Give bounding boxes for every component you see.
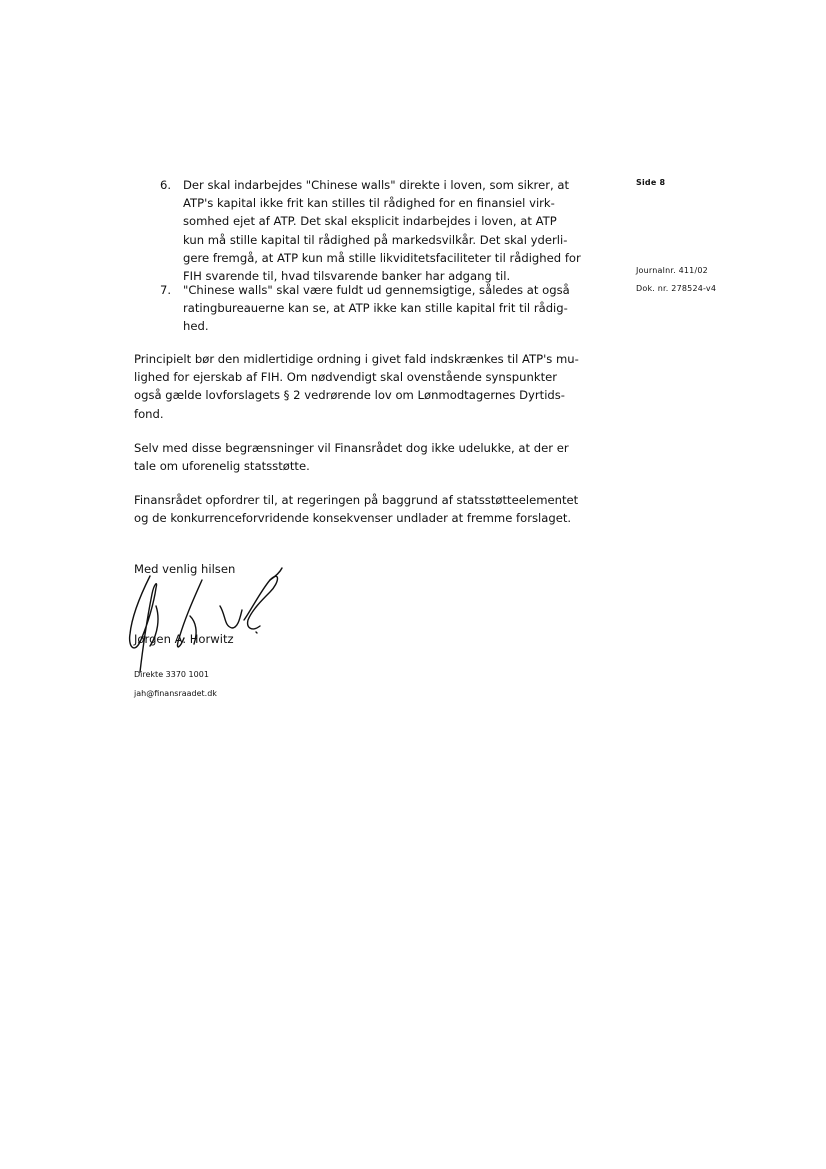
paragraph	[134, 491, 614, 527]
paragraph-line: tale om uforenelig statsstøtte.	[134, 459, 310, 474]
closing-greeting: Med venlig hilsen	[134, 562, 236, 576]
list-item-line: ratingbureauerne kan se, at ATP ikke kan stille kapital frit til rådig-	[183, 301, 568, 316]
list-item-number: 6.	[160, 178, 172, 192]
direct-phone: Direkte 3370 1001	[134, 670, 209, 679]
paragraph-line: Principielt bør den midlertidige ordning i givet fald indskrænkes til ATP's mu-	[134, 352, 579, 366]
paragraph-line: Selv med disse begrænsninger vil Finansrådet dog ikke udelukke, at der er	[134, 441, 569, 455]
list-item-line: somhed ejet af ATP. Det skal eksplicit indarbejdes i loven, at ATP	[183, 214, 557, 229]
list-item-line: gere fremgå, at ATP kun må stille likviditetsfaciliteter til rådighed for	[183, 250, 581, 265]
paragraph	[134, 439, 614, 475]
list-item	[160, 176, 600, 285]
signatory-name: Jørgen A. Horwitz	[134, 632, 234, 646]
list-item-line: kun må stille kapital til rådighed på markedsvilkår. Det skal yderli-	[183, 232, 568, 247]
paragraph-line: og de konkurrenceforvridende konsekvenser undlader at fremme forslaget.	[134, 511, 572, 526]
handwritten-signature	[120, 562, 300, 682]
list-item	[160, 281, 600, 336]
document-number: Dok. nr. 278524-v4	[636, 284, 717, 293]
paragraph-line: fond.	[134, 406, 164, 421]
journal-number: Journalnr. 411/02	[636, 266, 708, 275]
list-item-line: "Chinese walls" skal være fuldt ud gennemsigtige, således at også	[183, 283, 570, 297]
paragraph-line: også gælde lovforslagets § 2 vedrørende lov om Lønmodtagernes Dyrtids-	[134, 388, 565, 403]
list-item-line: ATP's kapital ikke frit kan stilles til rådighed for en finansiel virk-	[183, 196, 555, 211]
email-address: jah@finansraadet.dk	[134, 689, 217, 698]
list-item-line: Der skal indarbejdes "Chinese walls" direkte i loven, som sikrer, at	[183, 178, 569, 192]
list-item-number: 7.	[160, 283, 172, 297]
paragraph-line: Finansrådet opfordrer til, at regeringen på baggrund af statsstøtteelementet	[134, 493, 579, 507]
paragraph	[134, 350, 614, 423]
page-label: Side 8	[636, 178, 666, 187]
list-item-line: hed.	[183, 319, 209, 334]
list-item-line: FIH svarende til, hvad tilsvarende banker har adgang til.	[183, 269, 511, 284]
paragraph-line: lighed for ejerskab af FIH. Om nødvendigt skal ovenstående synspunkter	[134, 370, 558, 385]
